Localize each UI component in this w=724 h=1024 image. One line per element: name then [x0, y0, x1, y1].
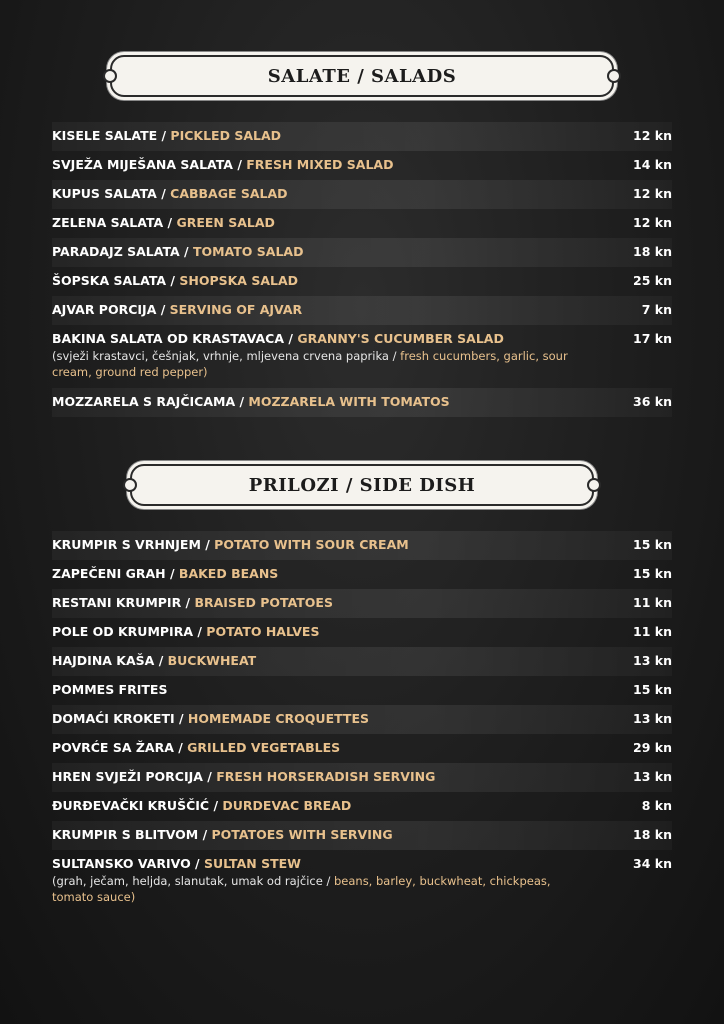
menu-item	[52, 618, 672, 647]
menu-item	[52, 531, 672, 560]
menu-item-name	[52, 825, 622, 845]
menu-item-price: 12 kn	[633, 128, 672, 143]
menu-item-price: 13 kn	[633, 711, 672, 726]
sides-menu	[52, 531, 672, 913]
menu-item-name-hr: KUPUS SALATA /	[52, 186, 166, 201]
menu-item-description-hr: (grah, ječam, heljda, slanutak, umak od rajčice /	[52, 874, 331, 888]
menu-item-name	[52, 622, 622, 642]
menu-item-name-en: FRESH HORSERADISH SERVING	[216, 769, 436, 784]
menu-item	[52, 792, 672, 821]
menu-item-name	[52, 535, 622, 555]
menu-item-name-en: SHOPSKA SALAD	[179, 273, 299, 288]
menu-item-description-en: fresh cucumbers, garlic, sour cream, ground red pepper)	[52, 349, 568, 379]
sides-title: PRILOZI / SIDE DISH	[248, 474, 476, 496]
menu-item-price: 36 kn	[633, 394, 672, 409]
menu-item-name-hr: ZAPEČENI GRAH /	[52, 566, 175, 581]
menu-item-name	[52, 184, 622, 204]
menu-item-price: 18 kn	[633, 827, 672, 842]
menu-item-name-hr: HAJDINA KAŠA /	[52, 653, 164, 668]
menu-item-price: 17 kn	[633, 331, 672, 346]
menu-item	[52, 388, 672, 417]
menu-item-name	[52, 271, 622, 291]
menu-item-name-en: POTATO WITH SOUR CREAM	[214, 537, 409, 552]
menu-item-name-hr: HREN SVJEŽI PORCIJA /	[52, 769, 212, 784]
menu-item	[52, 763, 672, 792]
menu-item-name-hr: AJVAR PORCIJA /	[52, 302, 166, 317]
menu-item-name-en: BAKED BEANS	[178, 566, 279, 581]
menu-item	[52, 821, 672, 850]
salads-title: SALATE / SALADS	[267, 65, 457, 87]
menu-item-name-en: BUCKWHEAT	[167, 653, 257, 668]
menu-item-name	[52, 126, 622, 146]
menu-item-name-en: TOMATO SALAD	[192, 244, 304, 259]
menu-item-name-en: POTATOES WITH SERVING	[211, 827, 393, 842]
menu-item-name	[52, 213, 622, 233]
menu-item-name-hr: SVJEŽA MIJEŠANA SALATA /	[52, 157, 242, 172]
menu-item-name-en: SULTAN STEW	[203, 856, 301, 871]
menu-item-name-hr: KISELE SALATE /	[52, 128, 167, 143]
menu-item-name-hr: ŠOPSKA SALATA /	[52, 273, 175, 288]
menu-item	[52, 296, 672, 325]
menu-item-name	[52, 767, 622, 787]
menu-item	[52, 850, 672, 879]
salads-banner	[110, 55, 614, 97]
menu-item-name	[52, 796, 622, 816]
menu-item-name-hr: MOZZARELA S RAJČICAMA /	[52, 394, 245, 409]
menu-item-name	[52, 155, 622, 175]
menu-item-price: 12 kn	[633, 186, 672, 201]
menu-item-price: 8 kn	[641, 798, 672, 813]
menu-item-price: 12 kn	[633, 215, 672, 230]
menu-item-name-hr: BAKINA SALATA OD KRASTAVACA /	[52, 331, 293, 346]
sides-banner	[130, 464, 594, 506]
menu-item-name	[52, 709, 622, 729]
menu-item-name-hr: ZELENA SALATA /	[52, 215, 173, 230]
menu-item-name-en: HOMEMADE CROQUETTES	[187, 711, 369, 726]
menu-item	[52, 209, 672, 238]
menu-item-name-en: PICKLED SALAD	[170, 128, 282, 143]
menu-item	[52, 647, 672, 676]
menu-item-name	[52, 651, 622, 671]
menu-item	[52, 151, 672, 180]
menu-item	[52, 325, 672, 354]
menu-item-name-hr: POLE OD KRUMPIRA /	[52, 624, 202, 639]
menu-item-name-en: FRESH MIXED SALAD	[246, 157, 394, 172]
menu-item-description-en: beans, barley, buckwheat, chickpeas, tomato sauce)	[52, 874, 551, 904]
salads-menu	[52, 122, 672, 417]
menu-item-name-hr: RESTANI KRUMPIR /	[52, 595, 191, 610]
menu-item-name-hr: KRUMPIR S VRHNJEM /	[52, 537, 210, 552]
menu-item-name-hr: KRUMPIR S BLITVOM /	[52, 827, 208, 842]
menu-item-price: 15 kn	[633, 566, 672, 581]
menu-item-name	[52, 564, 622, 584]
menu-item-name	[52, 392, 622, 412]
menu-item-price: 14 kn	[633, 157, 672, 172]
menu-item-name-hr: PARADAJZ SALATA /	[52, 244, 189, 259]
menu-item-name-en: POTATO HALVES	[206, 624, 320, 639]
menu-item-price: 25 kn	[633, 273, 672, 288]
menu-item	[52, 560, 672, 589]
menu-item-name-hr: DOMAĆI KROKETI /	[52, 711, 184, 726]
menu-item-name-hr: POVRĆE SA ŽARA /	[52, 740, 183, 755]
menu-item-price: 13 kn	[633, 769, 672, 784]
menu-item-name-en: SERVING OF AJVAR	[169, 302, 303, 317]
menu-item-description-hr: (svježi krastavci, češnjak, vrhnje, mljevena crvena paprika /	[52, 349, 397, 363]
menu-item-name-hr: ĐURĐEVAČKI KRUŠČIĆ /	[52, 798, 219, 813]
menu-item-price: 15 kn	[633, 537, 672, 552]
menu-item-price: 13 kn	[633, 653, 672, 668]
menu-item	[52, 180, 672, 209]
menu-item	[52, 589, 672, 618]
menu-item-name	[52, 300, 622, 320]
menu-item-description	[52, 873, 672, 913]
menu-item	[52, 122, 672, 151]
menu-item-name-en: DURDEVAC BREAD	[222, 798, 352, 813]
menu-item	[52, 238, 672, 267]
menu-item	[52, 676, 672, 705]
menu-item-name-hr: POMMES FRITES	[52, 682, 168, 697]
menu-item-price: 11 kn	[633, 624, 672, 639]
menu-item-price: 11 kn	[633, 595, 672, 610]
menu-item-price: 29 kn	[633, 740, 672, 755]
menu-item-name	[52, 854, 622, 874]
menu-item-price: 15 kn	[633, 682, 672, 697]
menu-item-name	[52, 680, 622, 700]
menu-item-name-en: BRAISED POTATOES	[194, 595, 333, 610]
menu-item-name-en: GRANNY'S CUCUMBER SALAD	[297, 331, 504, 346]
menu-item-price: 18 kn	[633, 244, 672, 259]
menu-item-price: 7 kn	[641, 302, 672, 317]
menu-item	[52, 267, 672, 296]
menu-item-price: 34 kn	[633, 856, 672, 871]
menu-item	[52, 734, 672, 763]
menu-item-name-en: GRILLED VEGETABLES	[187, 740, 341, 755]
menu-item	[52, 705, 672, 734]
menu-item-name-en: MOZZARELA WITH TOMATOS	[248, 394, 450, 409]
menu-item-description	[52, 348, 672, 388]
menu-item-name-en: CABBAGE SALAD	[170, 186, 288, 201]
menu-item-name-en: GREEN SALAD	[176, 215, 275, 230]
menu-item-name	[52, 329, 622, 349]
menu-item-name	[52, 738, 622, 758]
menu-item-name	[52, 242, 622, 262]
menu-item-name-hr: SULTANSKO VARIVO /	[52, 856, 200, 871]
menu-item-name	[52, 593, 622, 613]
